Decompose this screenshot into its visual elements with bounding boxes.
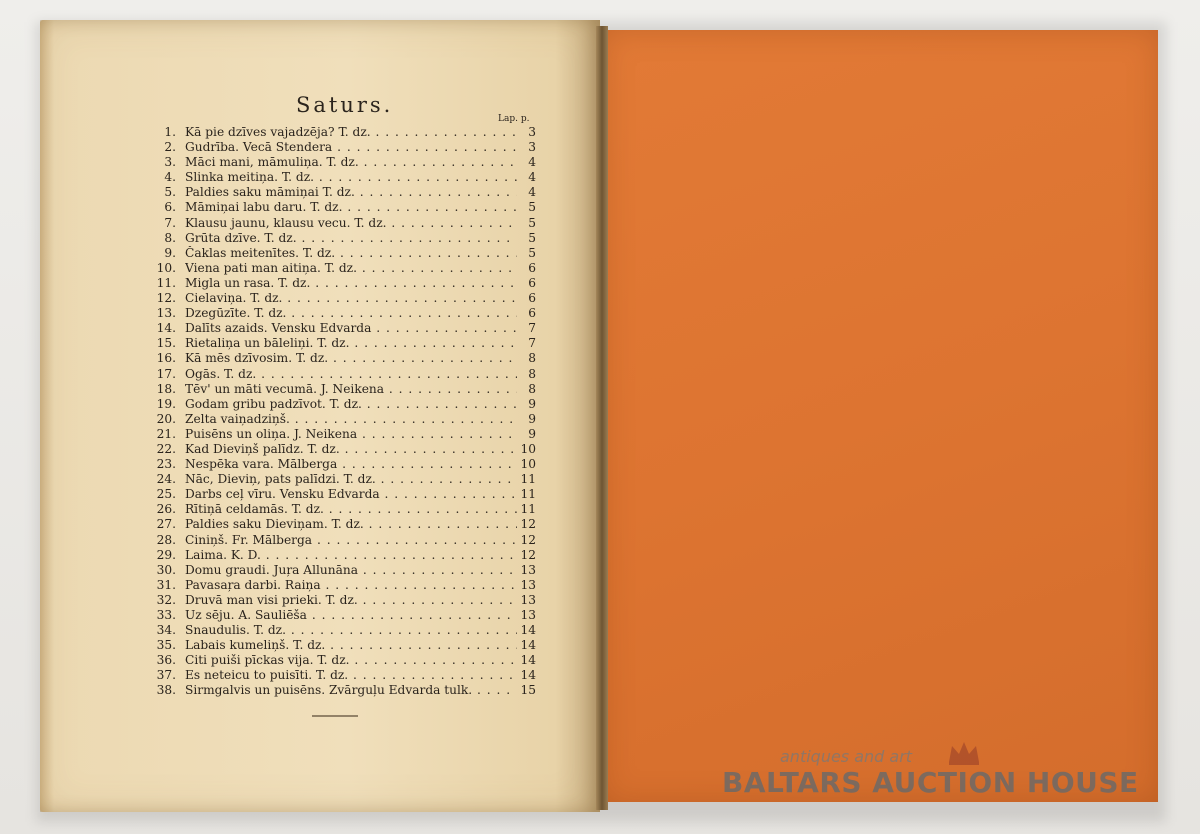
toc-entry-page: 6 [528, 260, 536, 275]
toc-entry [150, 336, 550, 351]
toc-entry-page: 7 [528, 321, 536, 336]
toc-entry-page: 14 [520, 638, 536, 653]
toc-entry-page: 13 [520, 592, 536, 607]
toc-entry-number: 18. [156, 381, 176, 396]
toc-entry-title: Ciniņš. Fr. Mālberga . . . [185, 533, 517, 548]
toc-entry-number: 37. [156, 668, 176, 683]
toc-entry [150, 306, 550, 321]
toc-entry [150, 638, 550, 653]
toc-entry-page: 9 [528, 396, 536, 411]
toc-entry-number: 25. [156, 487, 176, 502]
toc-entry-number: 36. [156, 653, 176, 668]
toc-entry [150, 457, 550, 472]
toc-entry-number: 27. [156, 517, 176, 532]
toc-entry-number: 8. [164, 230, 176, 245]
toc-entry-title: Klausu jaunu, klausu vecu. T. dz. . . . [185, 216, 517, 231]
watermark-brand: BALTARS AUCTION HOUSE [722, 766, 1139, 799]
toc-entry-number: 31. [156, 577, 176, 592]
toc-entry [150, 367, 550, 382]
toc-entry [150, 472, 550, 487]
toc-entry [150, 487, 550, 502]
toc-entry [150, 276, 550, 291]
toc-entry-page: 5 [528, 200, 536, 215]
toc-entry-number: 2. [164, 140, 176, 155]
toc-entry-page: 7 [528, 336, 536, 351]
toc-entry-number: 26. [156, 502, 176, 517]
toc-entry [150, 125, 550, 140]
toc-entry-page: 9 [528, 426, 536, 441]
toc-entry-page: 8 [528, 381, 536, 396]
toc-entry-page: 8 [528, 351, 536, 366]
toc-entry [150, 382, 550, 397]
toc-entry-title: Gudrība. Vecā Stendera . . . [185, 140, 517, 155]
toc-entry-page: 9 [528, 411, 536, 426]
toc-entry [150, 291, 550, 306]
toc-entry [150, 155, 550, 170]
toc-entry-page: 12 [520, 517, 536, 532]
toc-entry-number: 19. [156, 396, 176, 411]
page-edge [40, 20, 54, 812]
toc-entry-number: 12. [156, 291, 176, 306]
toc-entry-page: 12 [520, 547, 536, 562]
toc-entry [150, 321, 550, 336]
toc-entry [150, 578, 550, 593]
toc-entry-title: Citi puiši pīckas vija. T. dz. . . . [185, 653, 517, 668]
toc-entry [150, 683, 550, 698]
toc-entry-title: Darbs ceļ vīru. Vensku Edvarda . . . [185, 487, 517, 502]
toc-entry-title: Kā pie dzīves vajadzēja? T. dz. . . . [185, 125, 517, 140]
toc-entry-title: Paldies saku māmiņai T. dz. . . . [185, 185, 517, 200]
toc-entry-page: 11 [520, 472, 536, 487]
toc-entry [150, 351, 550, 366]
toc-entry [150, 246, 550, 261]
toc-entry [150, 608, 550, 623]
toc-entry-number: 34. [156, 623, 176, 638]
page-column-header: Lap. p. [498, 114, 530, 124]
toc-entry-number: 5. [164, 185, 176, 200]
toc-entry-number: 22. [156, 441, 176, 456]
toc-entry-page: 14 [520, 653, 536, 668]
toc-entry-number: 35. [156, 638, 176, 653]
crown-icon [946, 738, 982, 766]
toc-entry [150, 593, 550, 608]
toc-entry-title: Tēv' un māti vecumā. J. Neikena . . . [185, 382, 517, 397]
toc-entry-title: Pavasaŗa darbi. Raiņa . . . [185, 578, 517, 593]
toc-entry-page: 4 [528, 170, 536, 185]
toc-entry-page: 6 [528, 306, 536, 321]
toc-entry-number: 23. [156, 457, 176, 472]
toc-entry-number: 28. [156, 532, 176, 547]
toc-entry-title: Laima. K. D. . . . [185, 548, 517, 563]
toc-entry [150, 140, 550, 155]
toc-entry [150, 653, 550, 668]
toc-entry-number: 9. [164, 245, 176, 260]
toc-entry-page: 11 [520, 487, 536, 502]
toc-entry-number: 13. [156, 306, 176, 321]
toc-entry [150, 668, 550, 683]
toc-entry-title: Migla un rasa. T. dz. . . . [185, 276, 517, 291]
toc-entry-page: 15 [520, 683, 536, 698]
contents-title: Saturs. [296, 93, 394, 117]
toc-entry-page: 11 [520, 502, 536, 517]
toc-entry [150, 563, 550, 578]
toc-entry-number: 29. [156, 547, 176, 562]
toc-entry-page: 10 [520, 457, 536, 472]
toc-entry-title: Nespēka vara. Mālberga . . . [185, 457, 517, 472]
toc-entry [150, 427, 550, 442]
toc-entry-title: Dalīts azaids. Vensku Edvarda . . . [185, 321, 517, 336]
toc-entry [150, 185, 550, 200]
toc-entry [150, 412, 550, 427]
toc-entry-title: Rītiņā celdamās. T. dz. . . . [185, 502, 517, 517]
toc-entry-number: 7. [164, 215, 176, 230]
toc-entry-page: 3 [528, 140, 536, 155]
toc-entry-number: 17. [156, 366, 176, 381]
toc-entry-title: Rietaliņa un bāleliņi. T. dz. . . . [185, 336, 517, 351]
toc-entry-number: 24. [156, 472, 176, 487]
toc-entry-number: 21. [156, 426, 176, 441]
toc-entry-title: Kad Dieviņš palīdz. T. dz. . . . [185, 442, 517, 457]
toc-entry [150, 502, 550, 517]
toc-entry-title: Godam gribu padzīvot. T. dz. . . . [185, 397, 517, 412]
toc-entry-page: 13 [520, 577, 536, 592]
toc-entry [150, 548, 550, 563]
toc-entry-title: Uz sēju. A. Sauliēša . . . [185, 608, 517, 623]
toc-entry [150, 200, 550, 215]
toc-entry-page: 6 [528, 275, 536, 290]
toc-entry-number: 6. [164, 200, 176, 215]
toc-entry [150, 623, 550, 638]
toc-entry-title: Es neteicu to puisīti. T. dz. . . . [185, 668, 517, 683]
toc-entry-number: 3. [164, 155, 176, 170]
toc-entry-title: Paldies saku Dieviņam. T. dz. . . . [185, 517, 517, 532]
toc-entry [150, 442, 550, 457]
toc-entry-number: 14. [156, 321, 176, 336]
toc-entry-number: 16. [156, 351, 176, 366]
toc-entry [150, 261, 550, 276]
toc-entry [150, 517, 550, 532]
watermark-tagline: antiques and art [780, 747, 913, 766]
toc-entry-title: Dzegūzīte. T. dz. . . . [185, 306, 517, 321]
toc-entry-title: Kā mēs dzīvosim. T. dz. . . . [185, 351, 517, 366]
toc-entry [150, 216, 550, 231]
toc-entry [150, 231, 550, 246]
toc-entry-title: Labais kumeliņš. T. dz. . . . [185, 638, 517, 653]
toc-entry-page: 5 [528, 215, 536, 230]
toc-entry-page: 14 [520, 668, 536, 683]
toc-entry-page: 3 [528, 125, 536, 139]
toc-entry-title: Čaklas meitenītes. T. dz. . . . [185, 246, 517, 261]
toc-entry-title: Viena pati man aitiņa. T. dz. . . . [185, 261, 517, 276]
end-rule [312, 715, 358, 717]
toc-entry-page: 8 [528, 366, 536, 381]
toc-entry-title: Ogās. T. dz. . . . [185, 367, 517, 382]
toc-entry-page: 5 [528, 245, 536, 260]
toc-entry-page: 5 [528, 230, 536, 245]
toc-entry-title: Zelta vaiņadziņš. . . . [185, 412, 517, 427]
toc-entry-number: 11. [156, 275, 176, 290]
toc-entry-page: 6 [528, 291, 536, 306]
toc-entry [150, 397, 550, 412]
toc-entry-title: Nāc, Dieviņ, pats palīdzi. T. dz. . . . [185, 472, 517, 487]
toc-entry-number: 33. [156, 608, 176, 622]
toc-entry-page: 14 [520, 623, 536, 638]
toc-entry-number: 1. [164, 125, 176, 139]
toc-entry-title: Sirmgalvis un puisēns. Zvārguļu Edvarda tulk. . . . [185, 683, 517, 698]
toc-entry-title: Slinka meitiņa. T. dz. . . . [185, 170, 517, 185]
booklet-spine [596, 26, 608, 810]
toc-entry-title: Cielaviņa. T. dz. . . . [185, 291, 517, 306]
toc-entry-page: 10 [520, 441, 536, 456]
toc-entry-title: Druvā man visi prieki. T. dz. . . . [185, 593, 517, 608]
toc-entry-number: 10. [156, 260, 176, 275]
toc-entry-number: 32. [156, 592, 176, 607]
orange-back-cover [604, 30, 1158, 802]
toc-entry-number: 15. [156, 336, 176, 351]
toc-entry-page: 12 [520, 532, 536, 547]
toc-entry-title: Snaudulis. T. dz. . . . [185, 623, 517, 638]
toc-entry-title: Māci mani, māmuliņa. T. dz. . . . [185, 155, 517, 170]
toc-entry-page: 13 [520, 608, 536, 622]
toc-entry [150, 533, 550, 548]
toc-entry-title: Grūta dzīve. T. dz. . . . [185, 231, 517, 246]
toc-entry-number: 20. [156, 411, 176, 426]
toc-entry-title: Domu graudi. Juŗa Allunāna . . . [185, 563, 517, 578]
toc-entry-page: 4 [528, 185, 536, 200]
toc-entry-page: 4 [528, 155, 536, 170]
toc-entry [150, 170, 550, 185]
table-of-contents [150, 125, 550, 699]
toc-entry-number: 4. [164, 170, 176, 185]
toc-entry-title: Māmiņai labu daru. T. dz. . . . [185, 200, 517, 215]
toc-entry-title: Puisēns un oliņa. J. Neikena . . . [185, 427, 517, 442]
toc-entry-page: 13 [520, 562, 536, 577]
toc-entry-number: 38. [156, 683, 176, 698]
toc-entry-number: 30. [156, 562, 176, 577]
